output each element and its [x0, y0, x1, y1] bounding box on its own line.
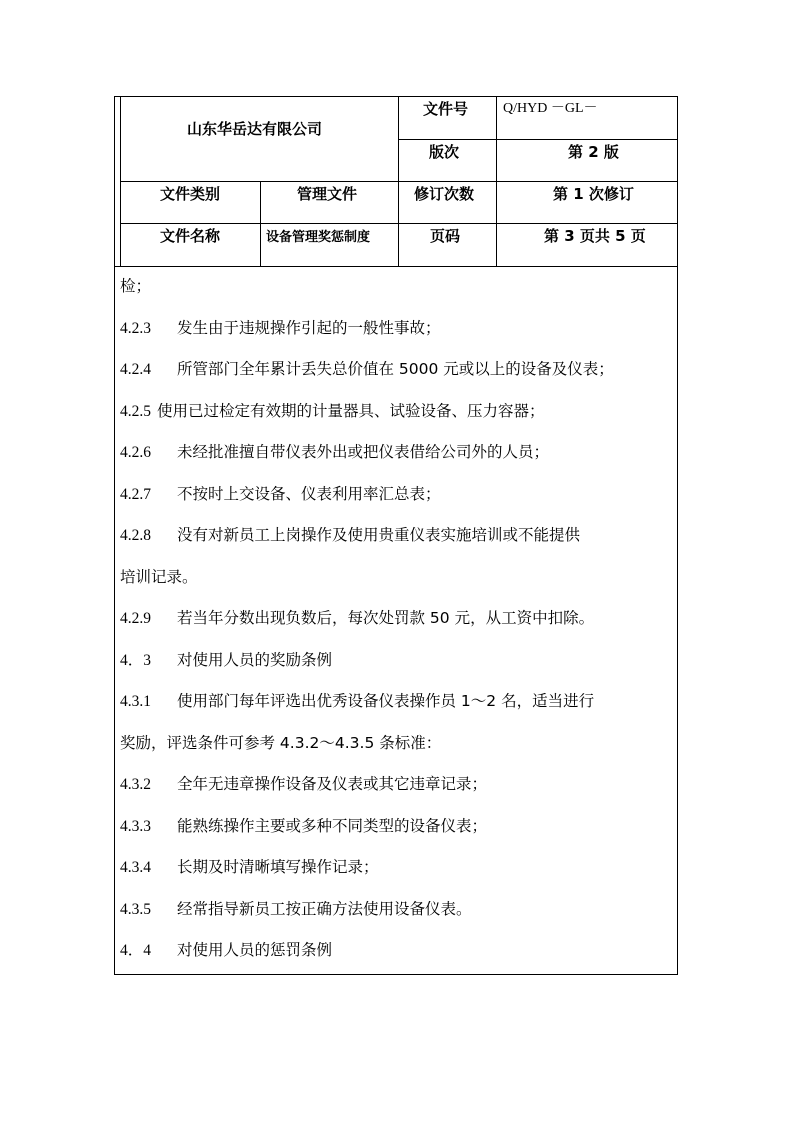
clause-number: 4.3.5: [120, 900, 151, 918]
grid-line: [120, 181, 678, 182]
clause-number: 4.2.6: [120, 444, 151, 461]
clause-text: 发生由于违规操作引起的一般性事故；: [177, 318, 441, 337]
clause-text: 全年无违章操作设备及仪表或其它违章记录；: [177, 775, 488, 793]
body-text: 奖励，评选条件可参考 4.3.2～4.3.5 条标准：: [120, 733, 442, 752]
section-heading: [120, 935, 680, 977]
edition-label: 版次: [429, 143, 460, 161]
clause-number: 4.3.1: [120, 693, 151, 710]
name-value: 设备管理奖惩制度: [266, 230, 371, 245]
clause-line: [120, 396, 680, 438]
clause-text: 未经批准擅自带仪表外出或把仪表借给公司外的人员；: [177, 443, 550, 461]
body-line: [120, 728, 680, 770]
clause-line: [120, 603, 680, 645]
category-value: 管理文件: [297, 185, 358, 203]
revision-value: 第 1 次修订: [553, 185, 634, 203]
section-number: 4．3: [120, 651, 152, 669]
section-heading: [120, 645, 680, 687]
grid-line: [496, 96, 497, 266]
clause-number: 4.2.7: [120, 485, 151, 503]
edition-value: 第 2 版: [568, 143, 619, 161]
clause-line: [120, 769, 680, 811]
clause-number: 4.2.4: [120, 361, 151, 378]
body-line: [120, 562, 680, 604]
grid-line: [120, 223, 678, 224]
name-label: 文件名称: [160, 227, 221, 245]
clause-text: 若当年分数出现负数后，每次处罚款 50 元，从工资中扣除。: [177, 609, 595, 627]
clause-line: [120, 313, 680, 355]
body-text: 检；: [120, 277, 152, 295]
clause-text: 没有对新员工上岗操作及使用贵重仪表实施培训或不能提供: [177, 526, 581, 544]
clause-text: 不按时上交设备、仪表利用率汇总表；: [177, 484, 441, 503]
clause-line: [120, 479, 680, 521]
clause-number: 4.3.2: [120, 776, 151, 793]
company-name: 山东华岳达有限公司: [187, 120, 323, 138]
clause-number: 4.2.5: [120, 402, 151, 420]
clause-number: 4.2.9: [120, 610, 151, 627]
revision-label: 修订次数: [414, 185, 475, 203]
body-text: 培训记录。: [120, 567, 198, 586]
doc-no-value: Q/HYD －GL－: [503, 101, 598, 116]
clause-number: 4.2.8: [120, 527, 151, 544]
clause-number: 4.2.3: [120, 319, 151, 337]
grid-line: [260, 181, 261, 266]
clause-line: [120, 852, 680, 894]
clause-line: [120, 437, 680, 479]
page-value: 第 3 页共 5 页: [544, 227, 646, 245]
clause-line: [120, 520, 680, 562]
section-title: 对使用人员的奖励条例: [177, 650, 333, 669]
category-label: 文件类别: [160, 185, 221, 203]
clause-line: [120, 354, 680, 396]
clause-number: 4.3.3: [120, 817, 151, 835]
clause-line: [120, 811, 680, 853]
clause-line: [120, 686, 680, 728]
clause-text: 经常指导新员工按正确方法使用设备仪表。: [177, 899, 472, 918]
clause-text: 长期及时清晰填写操作记录；: [177, 858, 379, 876]
clause-text: 所管部门全年累计丢失总价值在 5000 元或以上的设备及仪表；: [177, 360, 614, 378]
grid-line: [398, 96, 399, 266]
clause-text: 能熟练操作主要或多种不同类型的设备仪表；: [177, 816, 488, 835]
grid-line: [114, 266, 678, 267]
page-label: 页码: [430, 227, 461, 245]
section-number: 4．4: [120, 942, 152, 959]
document-body: [120, 271, 680, 977]
clause-line: [120, 894, 680, 936]
grid-line: [398, 139, 678, 140]
body-line: [120, 271, 680, 313]
clause-text: 使用已过检定有效期的计量器具、试验设备、压力容器；: [157, 401, 545, 420]
doc-no-label: 文件号: [423, 100, 469, 118]
section-title: 对使用人员的惩罚条例: [177, 941, 333, 959]
clause-number: 4.3.4: [120, 859, 151, 876]
clause-text: 使用部门每年评选出优秀设备仪表操作员 1～2 名，适当进行: [177, 692, 595, 710]
